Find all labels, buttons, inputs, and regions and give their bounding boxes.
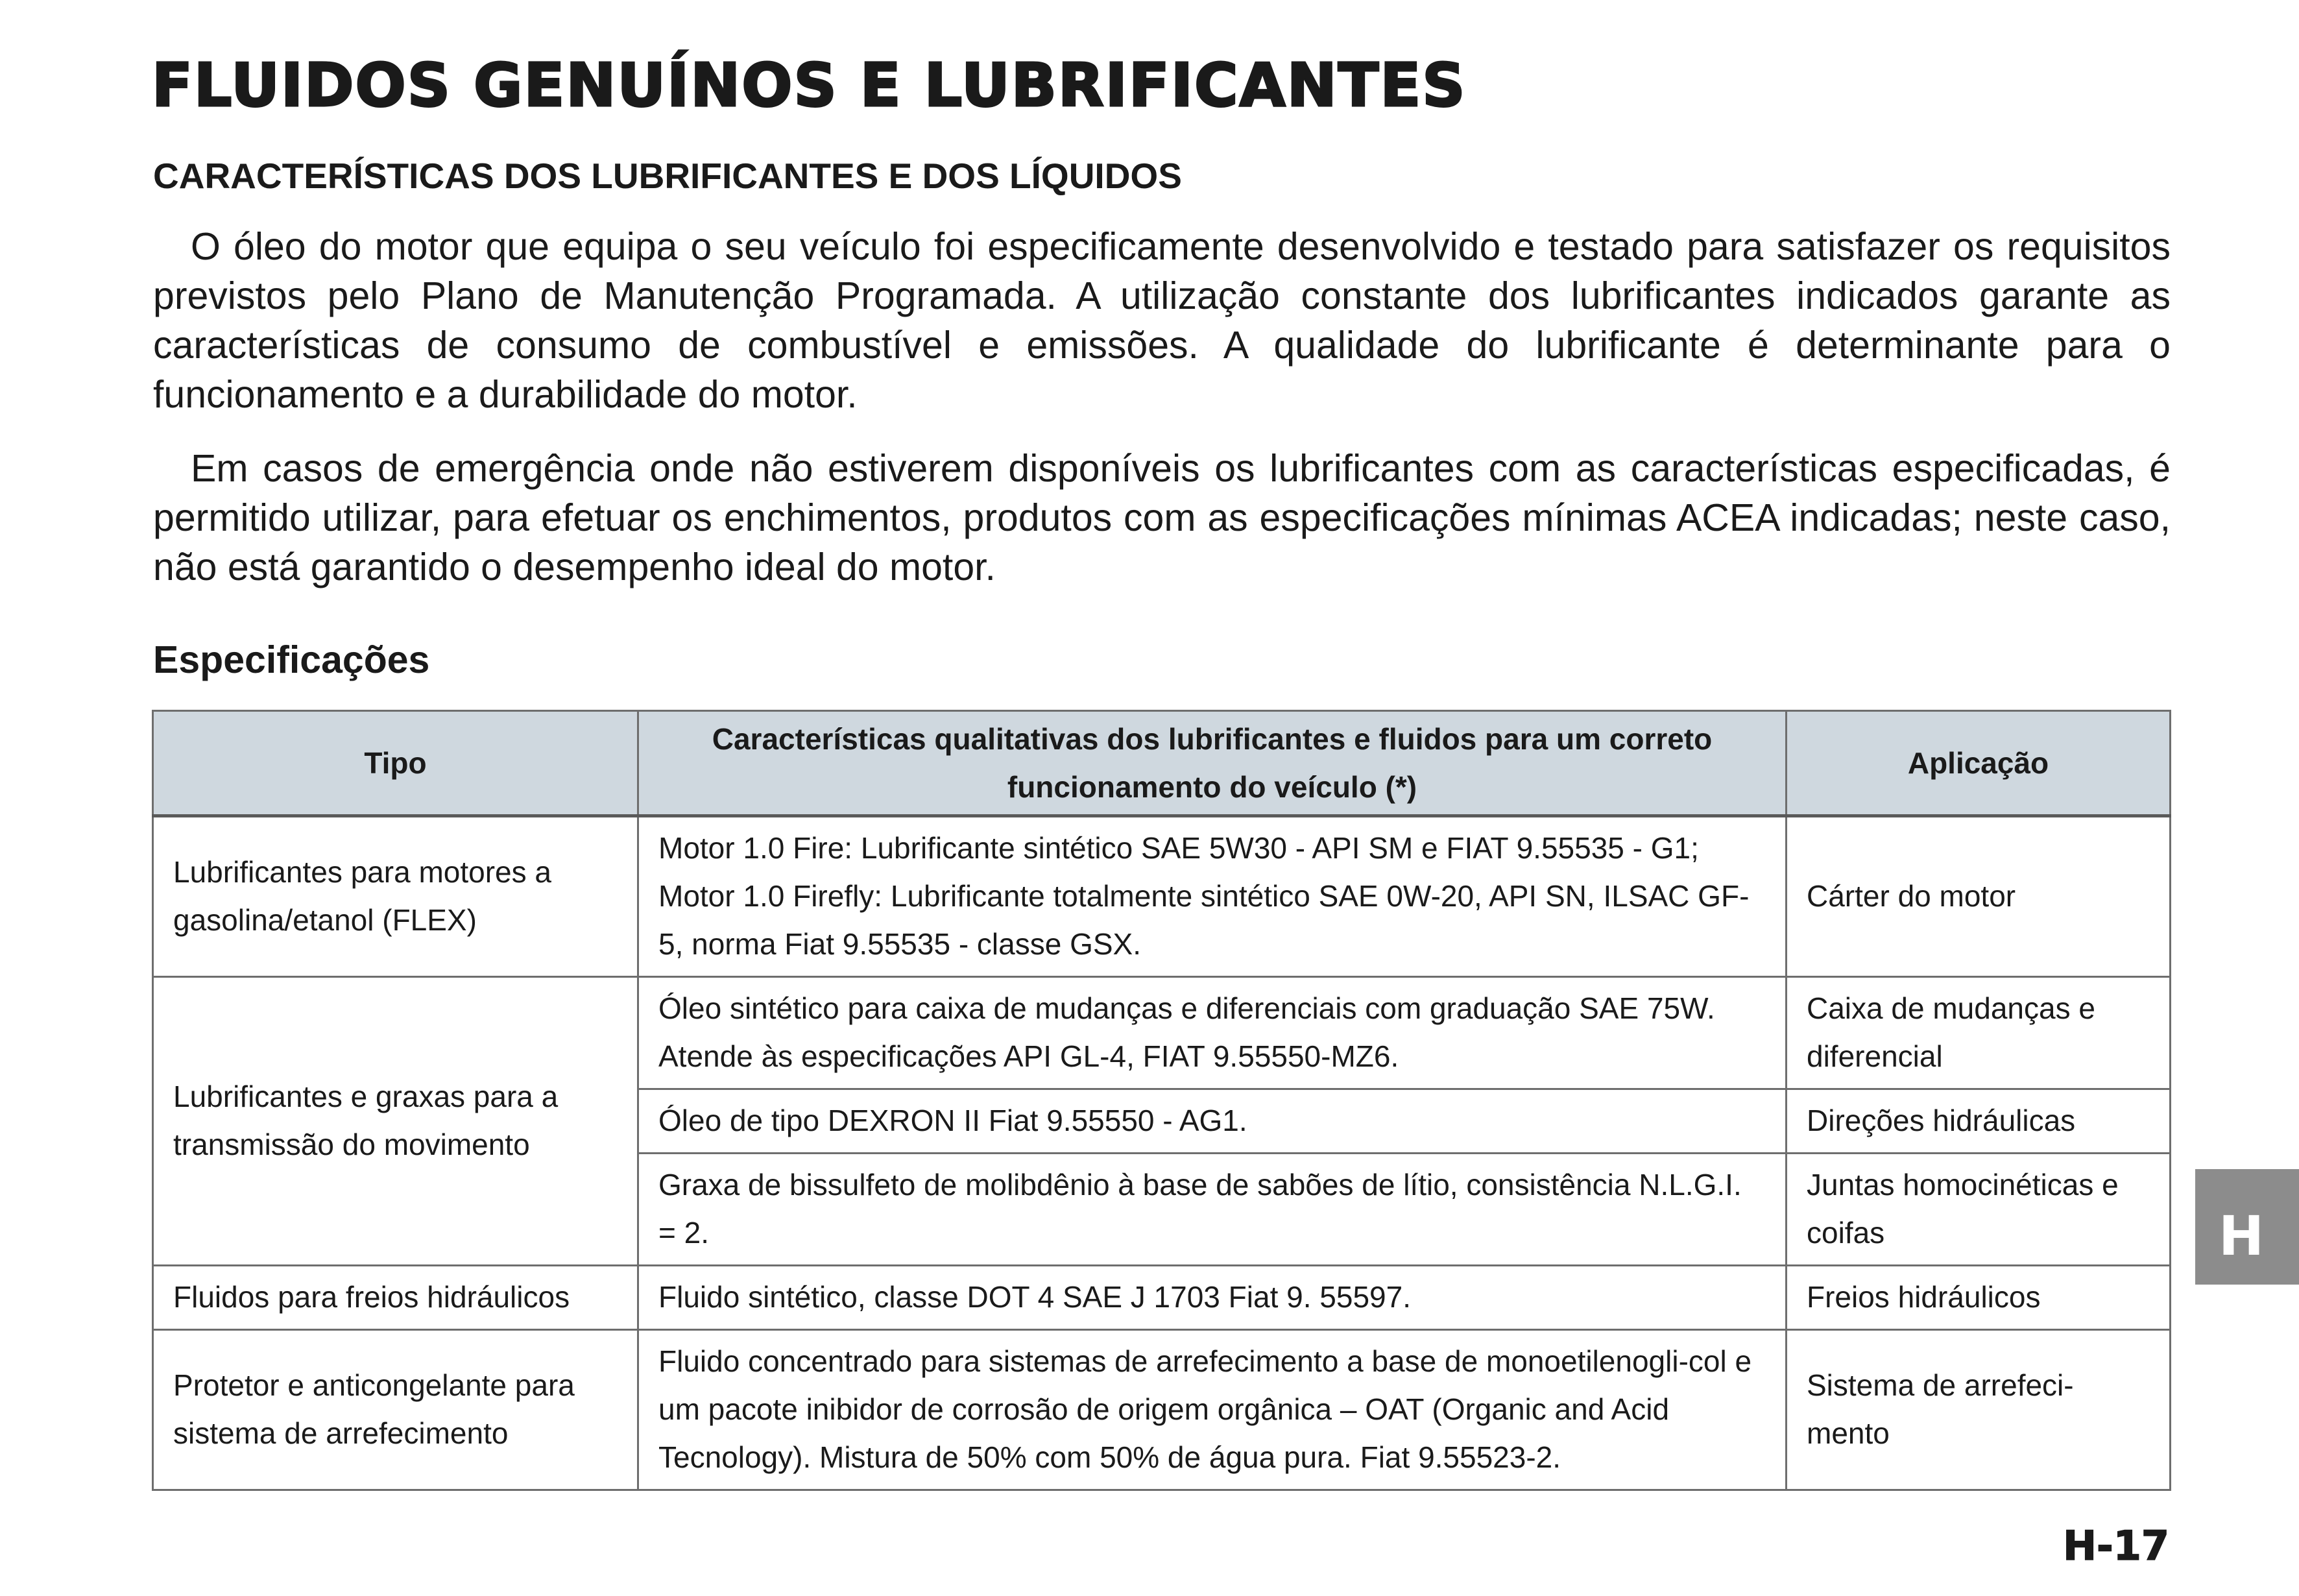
aplicacao-cell: Sistema de arrefeci-mento <box>1787 1330 2171 1490</box>
header-caracteristicas: Características qualitativas dos lubrificantes e fluidos para um correto funcionamento do veículo (*) <box>638 711 1787 816</box>
tipo-cell: Lubrificantes para motores a gasolina/etanol (FLEX) <box>153 816 638 977</box>
tipo-cell: Fluidos para freios hidráulicos <box>153 1266 638 1330</box>
table-row <box>153 1330 2171 1490</box>
emergency-paragraph: Em casos de emergência onde não estiverem disponíveis os lubrificantes com as características especificadas, é permitido utilizar, para efetuar os enchimentos, produtos com as especificações mínimas ACEA indicadas; neste caso, não está garantido o desempenho ideal do motor. <box>153 447 2171 588</box>
aplicacao-cell: Direções hidráulicas <box>1787 1089 2171 1154</box>
aplicacao-cell: Juntas homocinéticas e coifas <box>1787 1154 2171 1266</box>
table-row <box>153 977 2171 1089</box>
aplicacao-cell: Cárter do motor <box>1787 816 2171 977</box>
section-title: CARACTERÍSTICAS DOS LUBRIFICANTES E DOS LÍQUIDOS <box>153 156 1182 196</box>
specifications-heading: Especificações <box>153 638 430 681</box>
table-row <box>153 1266 2171 1330</box>
caracteristica-cell: Graxa de bissulfeto de molibdênio à base de sabões de lítio, consistência N.L.G.I. = 2. <box>638 1154 1787 1266</box>
caracteristica-cell: Óleo de tipo DEXRON II Fiat 9.55550 - AG1. <box>638 1089 1787 1154</box>
chapter-tab <box>2195 1169 2299 1285</box>
chapter-tab-letter: H <box>2218 1204 2265 1268</box>
header-aplicacao: Aplicação <box>1787 711 2171 816</box>
table-row <box>153 816 2171 977</box>
header-tipo: Tipo <box>153 711 638 816</box>
intro-paragraph: O óleo do motor que equipa o seu veículo foi especificamente desenvolvido e testado para satisfazer os requisitos previstos pelo Plano de Manutenção Programada. A utilização constante dos lubrificantes indicados garante as características de consumo de combustível e emissões. A qualidade do lubrificante é determinante para o funcionamento e a durabilidade do motor. <box>153 225 2171 416</box>
page-number: H-17 <box>2063 1522 2169 1569</box>
page-title: FLUIDOS GENUÍNOS E LUBRIFICANTES <box>152 51 1467 120</box>
tipo-cell: Lubrificantes e graxas para a transmissão do movimento <box>153 977 638 1266</box>
caracteristica-cell: Motor 1.0 Fire: Lubrificante sintético SAE 5W30 - API SM e FIAT 9.55535 - G1; Motor 1.0 Firefly: Lubrificante totalmente sintético SAE 0W-20, API SN, ILSAC GF-5, norma Fiat 9.55535 - classe GSX. <box>638 816 1787 977</box>
aplicacao-cell: Freios hidráulicos <box>1787 1266 2171 1330</box>
caracteristica-cell: Fluido sintético, classe DOT 4 SAE J 1703 Fiat 9. 55597. <box>638 1266 1787 1330</box>
caracteristica-cell: Fluido concentrado para sistemas de arrefecimento a base de monoetilenogli-col e um pacote inibidor de corrosão de origem orgânica – OAT (Organic and Acid Tecnology). Mistura de 50% com 50% de água pura. Fiat 9.55523-2. <box>638 1330 1787 1490</box>
caracteristica-cell: Óleo sintético para caixa de mudanças e diferenciais com graduação SAE 75W. Atende às especificações API GL-4, FIAT 9.55550-MZ6. <box>638 977 1787 1089</box>
tipo-cell: Protetor e anticongelante para sistema de arrefecimento <box>153 1330 638 1490</box>
aplicacao-cell: Caixa de mudanças e diferencial <box>1787 977 2171 1089</box>
specifications-table <box>152 710 2171 1491</box>
table-header-row <box>153 711 2171 816</box>
